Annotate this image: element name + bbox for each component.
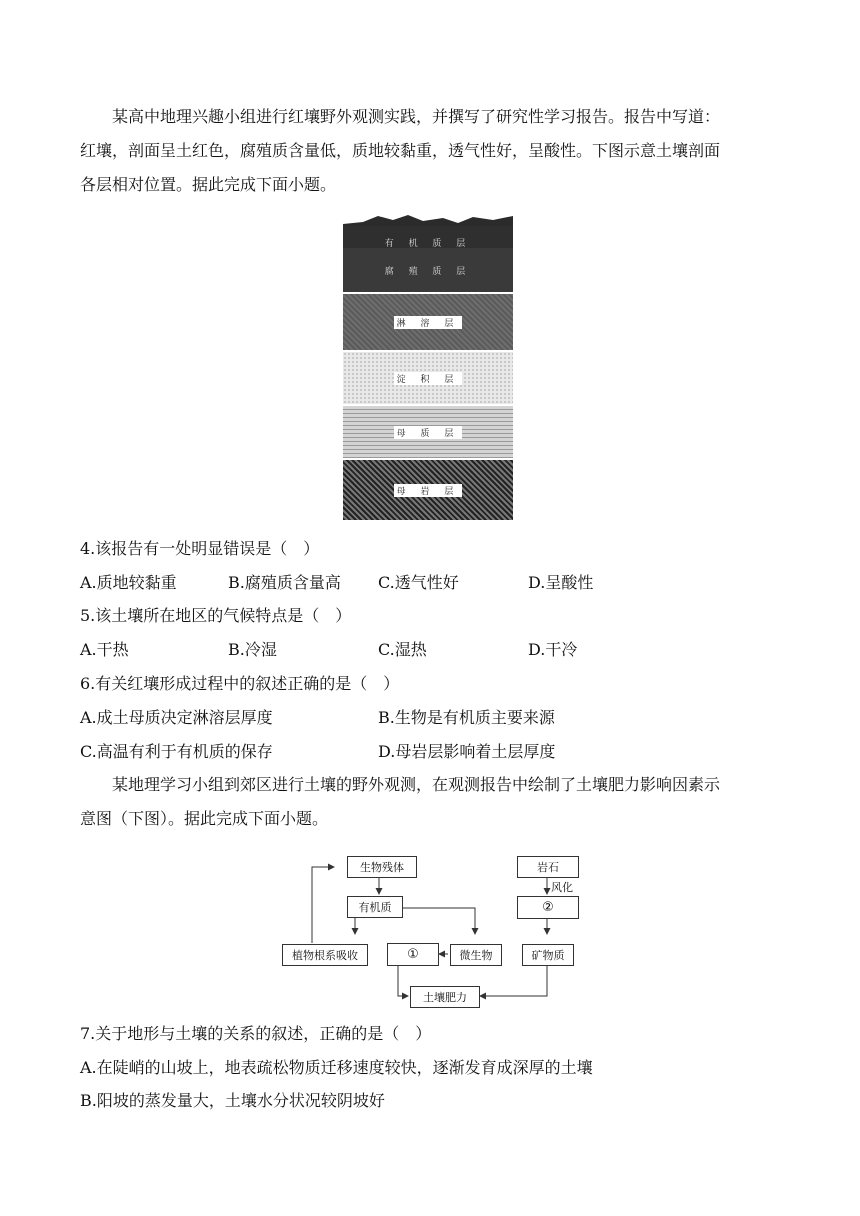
layer-parent-material-label: 母 质 层 <box>394 426 463 439</box>
box-soil-fertility: 土壤肥力 <box>410 986 480 1008</box>
q6-option-b: B.生物是有机质主要来源 <box>378 708 555 727</box>
soil-profile-figure <box>343 212 513 520</box>
layer-humus-label: 腐 殖 质 层 <box>384 266 472 277</box>
q5-option-b: B.冷湿 <box>228 640 277 659</box>
box-blank-2: ② <box>517 896 579 919</box>
soil-fertility-diagram <box>270 848 600 1008</box>
q6-stem: 6.有关红壤形成过程中的叙述正确的是（ ） <box>80 674 400 693</box>
layer-humus <box>343 248 513 292</box>
q4-option-a: A.质地较黏重 <box>80 573 177 592</box>
box-biological-residue: 生物残体 <box>347 856 417 878</box>
q5-option-a: A.干热 <box>80 640 129 659</box>
q5-option-d: D.干冷 <box>528 640 578 659</box>
intro1-line2: 红壤，剖面呈土红色，腐殖质含量低，质地较黏重，透气性好，呈酸性。下图示意土壤剖面 <box>80 141 721 160</box>
layer-bedrock <box>343 460 513 520</box>
box-microorganism: 微生物 <box>450 944 502 966</box>
q4-option-d: D.呈酸性 <box>528 573 594 592</box>
layer-illuvial-label: 淀 积 层 <box>394 372 463 385</box>
box-blank-1: ① <box>387 943 439 966</box>
layer-organic-label: 有 机 质 层 <box>384 238 472 249</box>
layer-parent-material <box>343 406 513 458</box>
q4-option-b: B.腐殖质含量高 <box>228 573 341 592</box>
layer-eluvial <box>343 294 513 350</box>
q6-option-a: A.成土母质决定淋溶层厚度 <box>80 708 273 727</box>
q6-option-c: C.高温有利于有机质的保存 <box>80 742 273 761</box>
box-rock: 岩石 <box>517 856 579 878</box>
q7-option-a: A.在陡峭的山坡上，地表疏松物质迁移速度较快，逐渐发育成深厚的土壤 <box>80 1058 593 1077</box>
layer-illuvial <box>343 352 513 404</box>
box-mineral: 矿物质 <box>522 944 574 966</box>
q7-stem: 7.关于地形与土壤的关系的叙述，正确的是（ ） <box>80 1024 432 1043</box>
layer-eluvial-label: 淋 溶 层 <box>394 316 463 329</box>
q4-option-c: C.透气性好 <box>378 573 459 592</box>
label-weathering: 风化 <box>551 881 573 894</box>
q5-option-c: C.湿热 <box>378 640 427 659</box>
q7-option-b: B.阳坡的蒸发量大，土壤水分状况较阴坡好 <box>80 1091 385 1110</box>
q4-stem: 4.该报告有一处明显错误是（ ） <box>80 539 320 558</box>
intro1-line1: 某高中地理兴趣小组进行红壤野外观测实践，并撰写了研究性学习报告。报告中写道： <box>112 107 721 126</box>
layer-bedrock-label: 母 岩 层 <box>394 484 463 497</box>
q6-option-d: D.母岩层影响着土层厚度 <box>378 742 556 761</box>
intro2-line2: 意图（下图）。据此完成下面小题。 <box>80 809 329 828</box>
intro2-line1: 某地理学习小组到郊区进行土壤的野外观测，在观测报告中绘制了土壤肥力影响因素示 <box>112 775 721 794</box>
box-root-absorption: 植物根系吸收 <box>282 944 368 966</box>
q5-stem: 5.该土壤所在地区的气候特点是（ ） <box>80 606 352 625</box>
intro1-line3: 各层相对位置。据此完成下面小题。 <box>80 175 337 194</box>
box-organic-matter: 有机质 <box>347 896 403 918</box>
